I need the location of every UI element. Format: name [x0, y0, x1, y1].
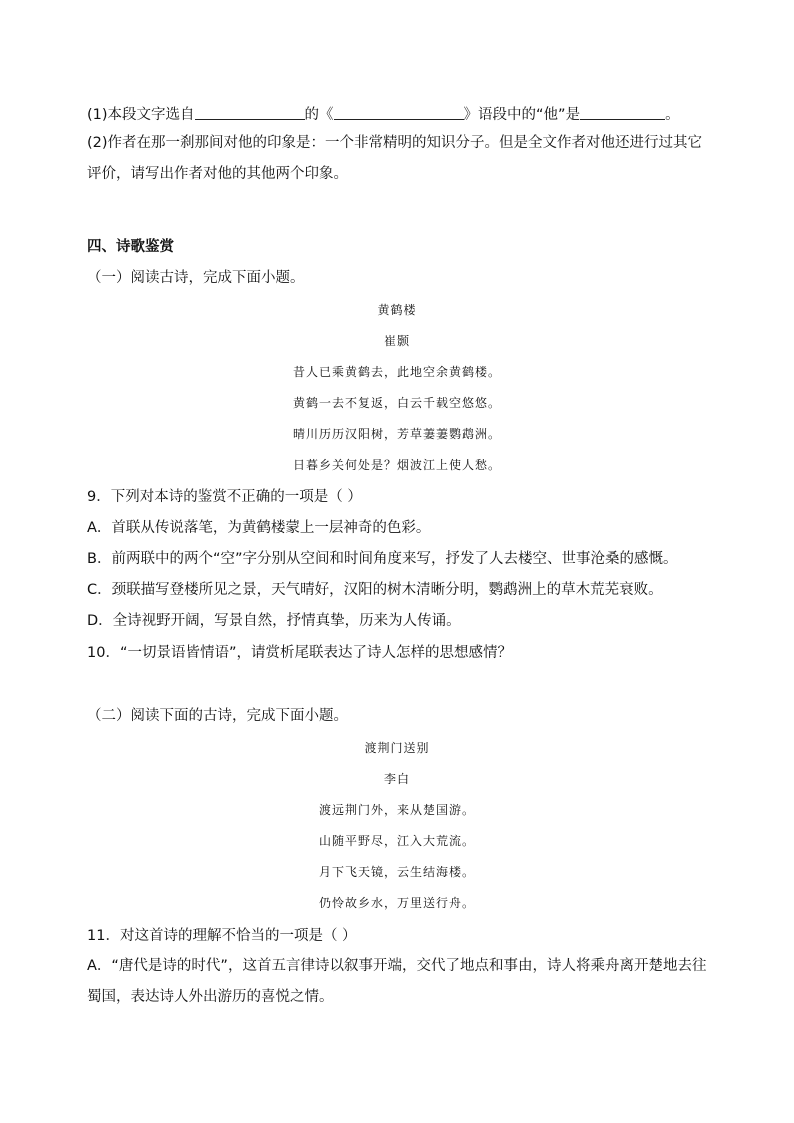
question-9-stem: 9．下列对本诗的鉴赏不正确的一项是（ ）	[87, 489, 362, 505]
poem-2-line: 仍怜故乡水，万里送行舟。	[318, 896, 475, 910]
question-1-end: 。	[665, 107, 680, 123]
poem-1-line: 昔人已乘黄鹤去，此地空余黄鹤楼。	[292, 365, 501, 379]
question-1-prefix: (1)本段文字选自	[87, 107, 195, 123]
poem-1-line: 黄鹤一去不复返，白云千载空悠悠。	[292, 396, 501, 410]
question-9-option-b: B．前两联中的两个“空”字分别从空间和时间角度来写，抒发了人去楼空、世事沧桑的感慨。	[87, 551, 678, 567]
answer-blank	[334, 104, 464, 120]
answer-blank	[580, 104, 665, 120]
question-1-mid2: 》语段中的“他”是	[463, 107, 581, 123]
poem-2-title: 渡荆门送别	[364, 741, 430, 755]
section-heading: 四、诗歌鉴赏	[87, 239, 174, 255]
subsection-1-intro: （一）阅读古诗，完成下面小题。	[87, 270, 305, 286]
question-1-mid1: 的《	[304, 107, 334, 123]
question-2: (2)作者在那一刹那间对他的印象是：一个非常精明的知识分子。但是全文作者对他还进行过其它评价，请写出作者对他的其他两个印象。	[87, 135, 703, 182]
poem-2-line: 渡远荆门外，来从楚国游。	[318, 803, 475, 817]
question-11-stem: 11．对这首诗的理解不恰当的一项是（ ）	[87, 928, 357, 944]
question-11-option-a: A．“唐代是诗的时代”，这首五言律诗以叙事开端，交代了地点和事由，诗人将乘舟离开楚地去往蜀国，表达诗人外出游历的喜悦之情。	[87, 958, 707, 1005]
poem-1-line: 日暮乡关何处是？烟波江上使人愁。	[292, 458, 501, 472]
poem-2-author: 李白	[383, 772, 410, 786]
subsection-2-intro: （二）阅读下面的古诗，完成下面小题。	[87, 708, 348, 724]
poem-2-line: 月下飞天镜，云生结海楼。	[318, 865, 475, 879]
question-9-option-a: A．首联从传说落笔，为黄鹤楼蒙上一层神奇的色彩。	[87, 520, 431, 536]
question-9-option-c: C．颈联描写登楼所见之景，天气晴好，汉阳的树木清晰分明，鹦鹉洲上的草木荒芜衰败。	[87, 582, 663, 598]
question-10: 10．“一切景语皆情语”，请赏析尾联表达了诗人怎样的思想感情？	[87, 645, 512, 661]
poem-1-line: 晴川历历汉阳树，芳草萋萋鹦鹉洲。	[292, 427, 501, 441]
poem-1-title: 黄鹤楼	[377, 303, 417, 317]
answer-blank	[195, 104, 305, 120]
question-1-fill-in	[87, 104, 680, 125]
poem-2-line: 山随平野尽，江入大荒流。	[318, 834, 475, 848]
poem-1-author: 崔颢	[383, 334, 410, 348]
question-9-option-d: D．全诗视野开阔，写景自然，抒情真挚，历来为人传诵。	[87, 613, 461, 629]
